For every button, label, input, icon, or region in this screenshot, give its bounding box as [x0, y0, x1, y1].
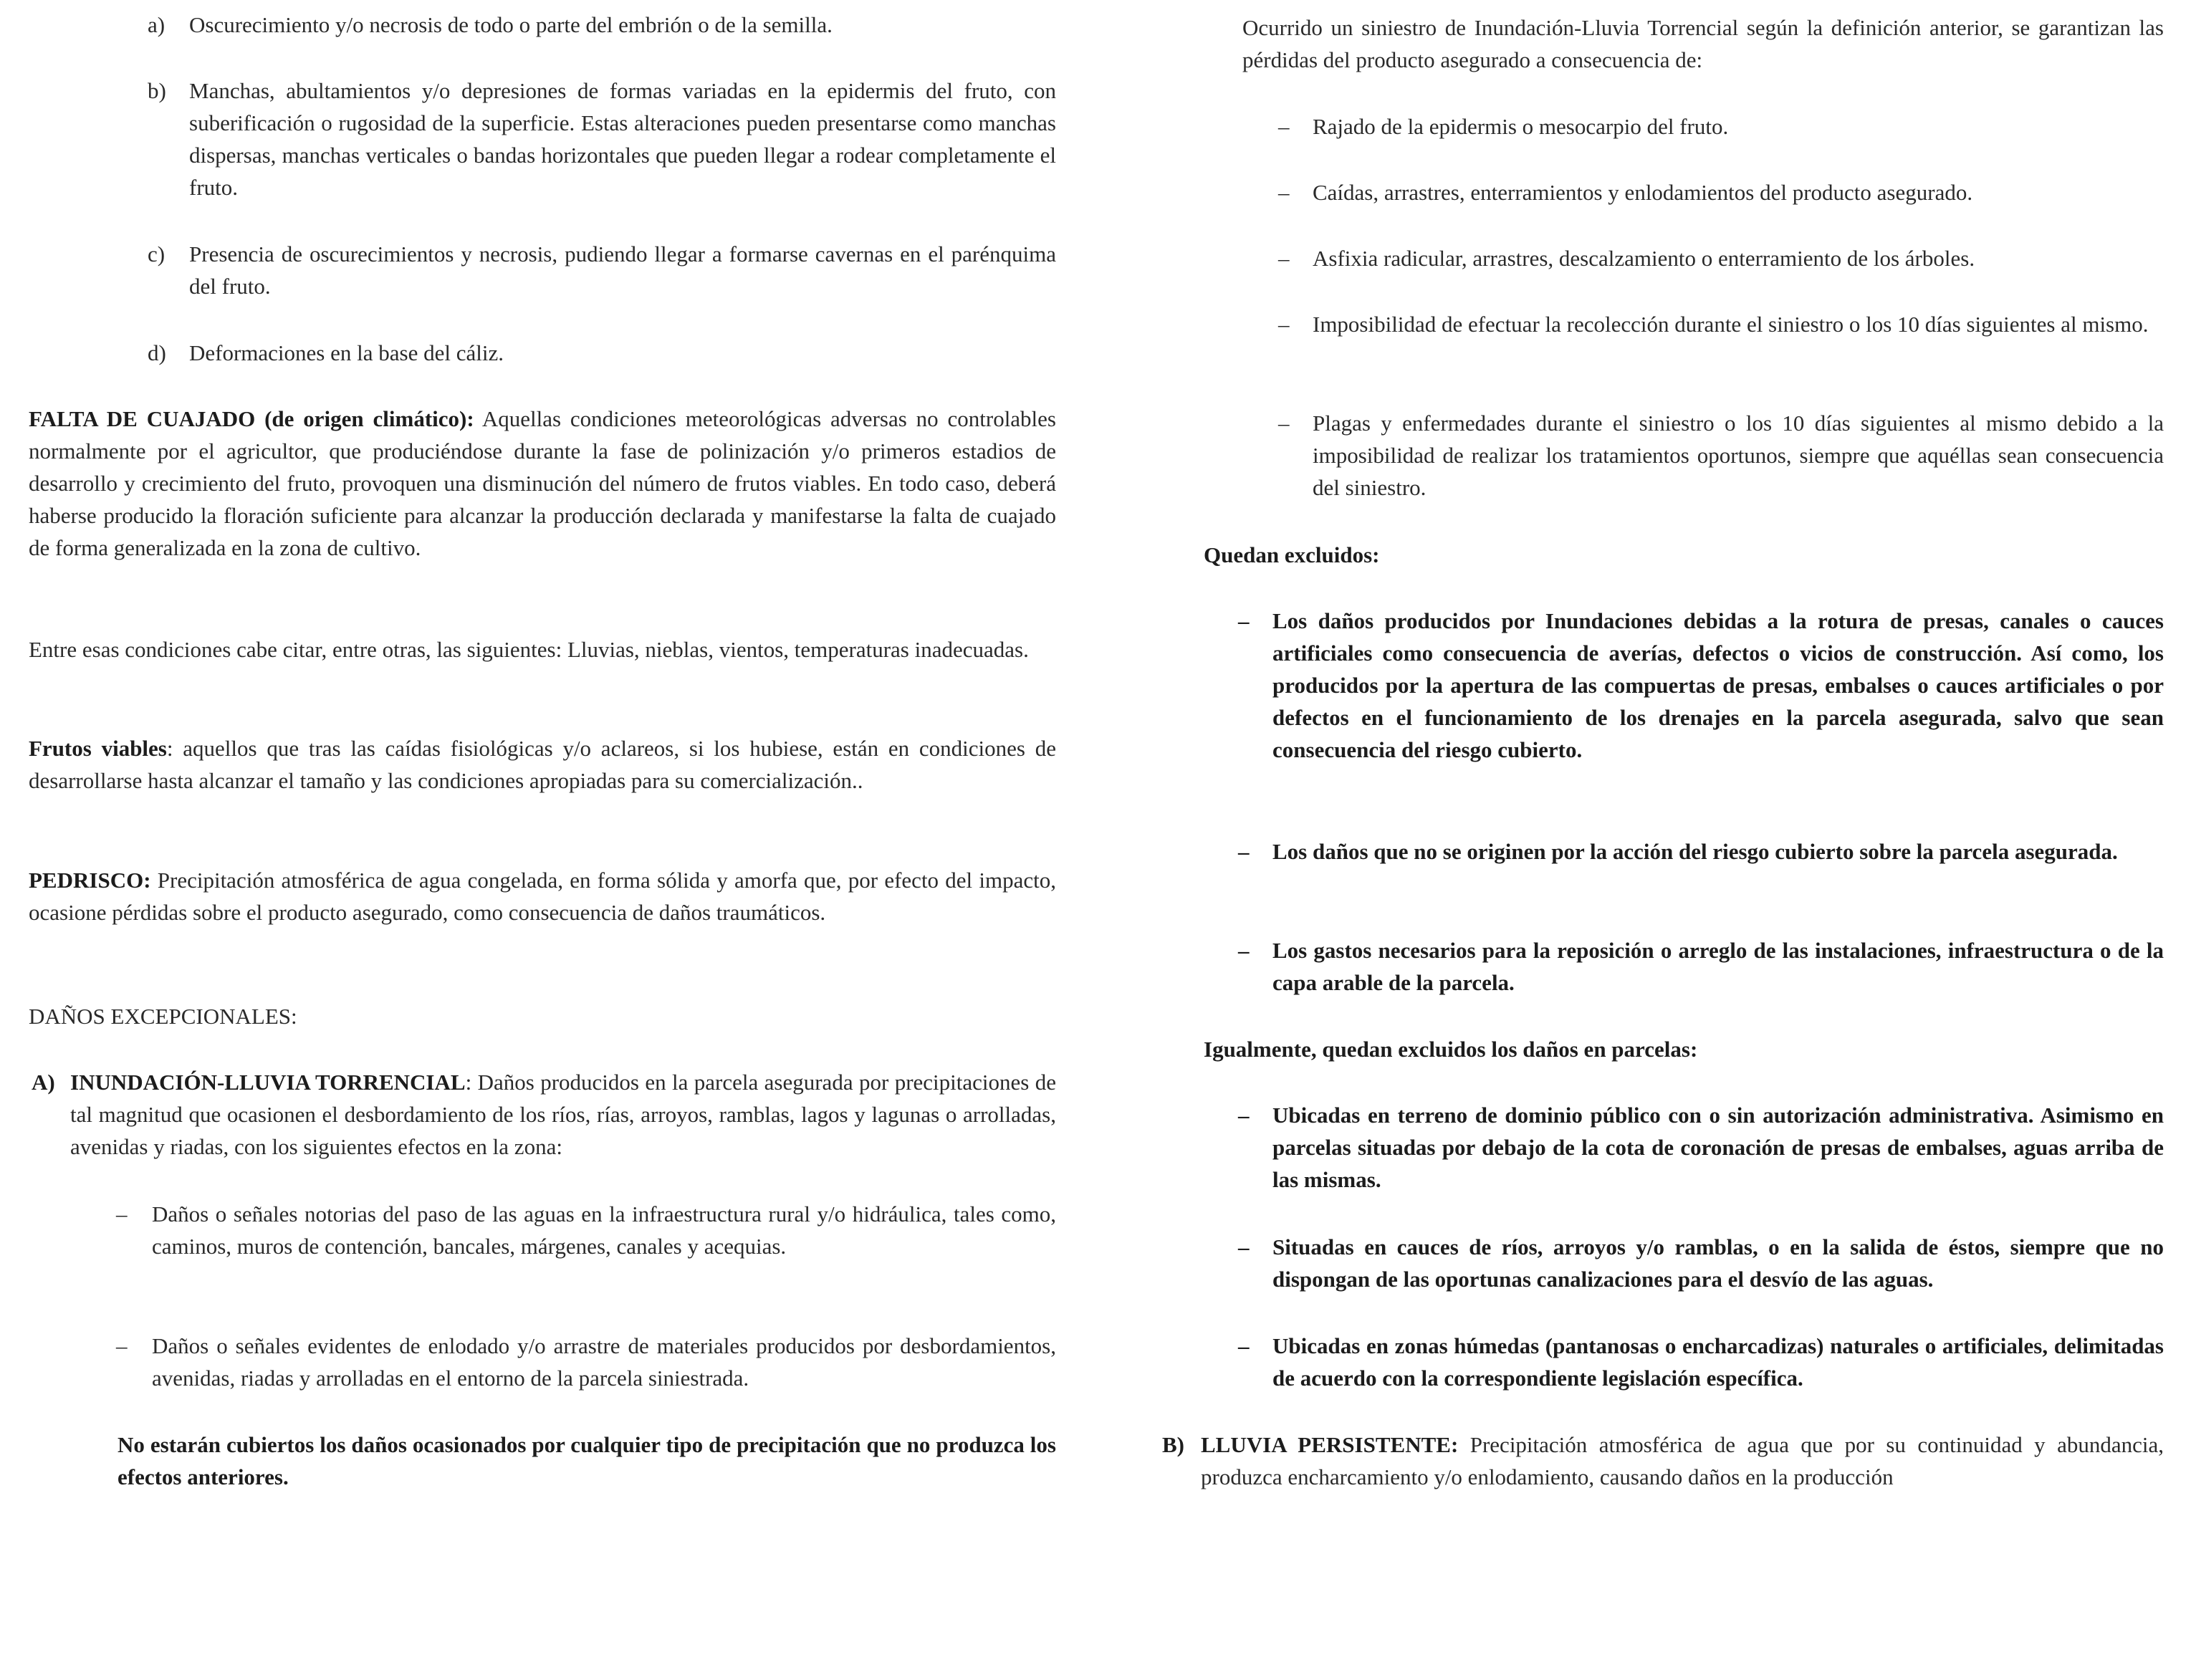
loss-item-5: Plagas y enfermedades durante el siniestro o los 10 días siguientes al mismo debido a la imposibilidad de realizar los tratamientos oportunos, siempre que aquéllas sean consecuencia del siniestro. [1313, 411, 2164, 500]
dash-marker: – [116, 1201, 128, 1227]
falta-cuajado-paragraph [29, 403, 1056, 564]
lluvia-paragraph [1201, 1429, 2164, 1493]
falta-cuajado-text: Aquellas condiciones meteorológicas adversas no controlables normalmente por el agricultor, que produciéndose durante la fase de polinización y/o primeros estadios de desarrollo y crecimiento del fruto, provoquen una disminución del número de frutos viables. En todo caso, deberá haberse producido la floración suficiente para alcanzar la producción declarada y manifestarse la falta de cuajado de forma generalizada en la zona de cultivo. [29, 406, 1056, 560]
dash-marker: – [1278, 114, 1290, 139]
inundacion-title: INUNDACIÓN-LLUVIA TORRENCIAL [70, 1070, 466, 1095]
list-item-b: Manchas, abultamientos y/o depresiones de formas variadas en la epidermis del fruto, con suberificación o rugosidad de la superficie. Estas alteraciones pueden presentarse como manchas dispersas, manchas verticales o bandas horizontales que pueden llegar a rodear completamente el fruto. [189, 78, 1056, 200]
danos-excepcionales-heading: DAÑOS EXCEPCIONALES: [29, 1004, 297, 1029]
dash-marker: – [1238, 938, 1250, 963]
frutos-viables-paragraph [29, 732, 1056, 797]
dash-marker: – [1278, 246, 1290, 271]
lluvia-marker: B) [1162, 1432, 1184, 1457]
pedrisco-text: Precipitación atmosférica de agua congelada, en forma sólida y amorfa que, por efecto del impacto, ocasione pérdidas sobre el producto asegurado, como consecuencia de daños traumáticos. [29, 868, 1057, 925]
parcela-item-2: Situadas en cauces de ríos, arroyos y/o ramblas, o en la salida de éstos, siempre que no dispongan de las oportunas canalizaciones para el desvío de las aguas. [1272, 1234, 2164, 1292]
excluido-item-2: Los daños que no se originen por la acción del riesgo cubierto sobre la parcela asegurada. [1272, 839, 2118, 864]
falta-cuajado-title: FALTA DE CUAJADO (de origen climático): [29, 406, 474, 431]
frutos-viables-text: : aquellos que tras las caídas fisiológicas y/o aclareos, si los hubiese, están en condiciones de desarrollarse hasta alcanzar el tamaño y las condiciones apropiadas para su comercialización.. [29, 736, 1056, 793]
lluvia-text: Precipitación atmosférica de agua que por su continuidad y abundancia, produzca encharcamiento y/o enlodamiento, causando daños en la producción [1201, 1432, 2164, 1489]
dash-marker: – [1278, 411, 1290, 436]
loss-item-1: Rajado de la epidermis o mesocarpio del fruto. [1313, 114, 1729, 139]
dash-marker: – [1238, 1103, 1250, 1128]
list-marker-c: c) [148, 241, 166, 267]
list-marker-d: d) [148, 340, 166, 365]
dash-marker: – [1238, 1333, 1250, 1358]
dash-marker: – [1278, 180, 1290, 205]
excluido-item-3: Los gastos necesarios para la reposición o arreglo de las instalaciones, infraestructura o de la capa arable de la parcela. [1272, 938, 2164, 995]
excluidos-heading: Quedan excluidos: [1204, 542, 1380, 567]
effect-item-1: Daños o señales notorias del paso de las aguas en la infraestructura rural y/o hidráulica, tales como, caminos, muros de contención, bancales, márgenes, canales y acequias. [152, 1201, 1056, 1259]
loss-item-3: Asfixia radicular, arrastres, descalzamiento o enterramiento de los árboles. [1313, 246, 1975, 271]
list-marker-b: b) [148, 78, 166, 103]
effect-item-2: Daños o señales evidentes de enlodado y/o arrastre de materiales producidos por desbordamientos, avenidas, riadas y arrolladas en el entorno de la parcela siniestrada. [152, 1333, 1056, 1391]
parcela-item-3: Ubicadas en zonas húmedas (pantanosas o encharcadizas) naturales o artificiales, delimitadas de acuerdo con la correspondiente legislación específica. [1272, 1333, 2164, 1391]
dash-marker: – [1238, 1234, 1250, 1259]
loss-item-4: Imposibilidad de efectuar la recolección durante el siniestro o los 10 días siguientes al mismo. [1313, 312, 2149, 337]
loss-item-2: Caídas, arrastres, enterramientos y enlodamientos del producto asegurado. [1313, 180, 1973, 205]
parcela-item-1: Ubicadas en terreno de dominio público con o sin autorización administrativa. Asimismo en parcelas situadas por debajo de la cota de coronación de presas de embalses, aguas arriba de las mismas. [1272, 1103, 2164, 1192]
condiciones-paragraph: Entre esas condiciones cabe citar, entre otras, las siguientes: Lluvias, nieblas, vientos, temperaturas inadecuadas. [29, 637, 1029, 662]
list-item-a: Oscurecimiento y/o necrosis de todo o parte del embrión o de la semilla. [189, 12, 833, 37]
no-cubiertos-notice: No estarán cubiertos los daños ocasionados por cualquier tipo de precipitación que no produzca los efectos anteriores. [118, 1432, 1056, 1489]
pedrisco-title: PEDRISCO: [29, 868, 151, 893]
pedrisco-paragraph [29, 864, 1056, 928]
inundacion-marker: A) [32, 1070, 55, 1095]
dash-marker: – [1238, 608, 1250, 633]
list-item-d: Deformaciones en la base del cáliz. [189, 340, 504, 365]
dash-marker: – [116, 1333, 128, 1358]
inundacion-paragraph [70, 1066, 1056, 1163]
lluvia-title: LLUVIA PERSISTENTE: [1201, 1432, 1459, 1457]
excluido-item-1: Los daños producidos por Inundaciones debidas a la rotura de presas, canales o cauces artificiales como consecuencia de averías, defectos o vicios de construcción. Así como, los producidos por la apertura de las compuertas de presas, embalses o cauces artificiales o por defectos en el funcionamiento de los drenajes en la parcela asegurada, salvo que sean consecuencia del riesgo cubierto. [1272, 608, 2164, 762]
frutos-viables-title: Frutos viables [29, 736, 167, 761]
list-item-c: Presencia de oscurecimientos y necrosis, pudiendo llegar a formarse cavernas en el parénquima del fruto. [189, 241, 1056, 299]
igualmente-heading: Igualmente, quedan excluidos los daños en parcelas: [1204, 1037, 1698, 1062]
dash-marker: – [1238, 839, 1250, 864]
intro-paragraph: Ocurrido un siniestro de Inundación-Lluvia Torrencial según la definición anterior, se garantizan las pérdidas del producto asegurado a consecuencia de: [1242, 15, 2164, 72]
dash-marker: – [1278, 312, 1290, 337]
list-marker-a: a) [148, 12, 166, 37]
inundacion-text: : Daños producidos en la parcela asegurada por precipitaciones de tal magnitud que ocasionen el desbordamiento de los ríos, rías, arroyos, ramblas, lagos y lagunas o arrolladas, avenidas y riadas, con los siguientes efectos en la zona: [70, 1070, 1056, 1159]
